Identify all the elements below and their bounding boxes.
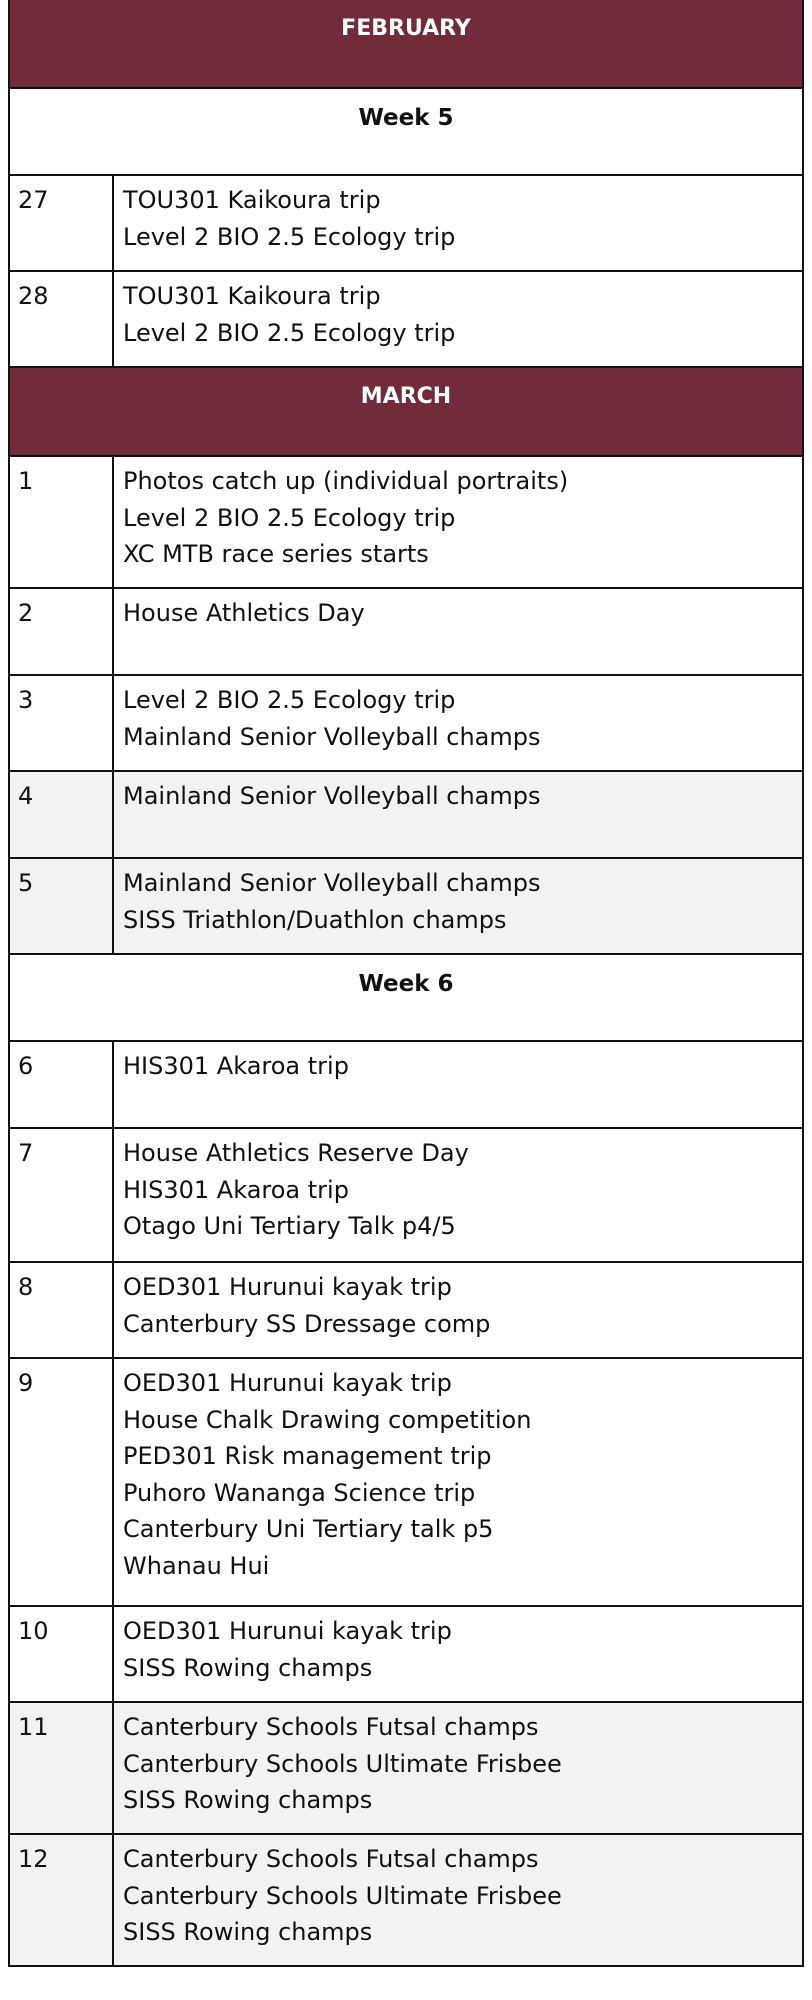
day-row [8, 174, 804, 272]
event-item: House Athletics Reserve Day [123, 1139, 469, 1167]
day-row [8, 770, 804, 859]
day-number: 2 [10, 589, 114, 674]
event-item: HIS301 Akaroa trip [123, 1175, 349, 1204]
event-item: TOU301 Kaikoura trip [123, 282, 381, 310]
event-item: House Athletics Day [123, 599, 365, 627]
event-list [114, 1703, 562, 1833]
event-list [114, 676, 540, 770]
event-item: Canterbury Schools Futsal champs [123, 1845, 539, 1873]
day-number: 7 [10, 1129, 114, 1261]
day-number: 6 [10, 1042, 114, 1127]
day-row [8, 1357, 804, 1607]
event-item: Mainland Senior Volleyball champs [123, 869, 541, 897]
day-number: 4 [10, 772, 114, 857]
event-item: PED301 Risk management trip [123, 1442, 492, 1470]
event-list [114, 272, 455, 366]
event-item: HIS301 Akaroa trip [123, 1052, 349, 1080]
event-item: Canterbury Schools Futsal champs [123, 1713, 539, 1741]
event-list [114, 1835, 562, 1965]
event-list [114, 1129, 469, 1261]
event-list [114, 589, 365, 674]
event-list [114, 859, 540, 953]
month-header: FEBRUARY [8, 0, 804, 89]
event-list [114, 1607, 452, 1701]
event-list [114, 1263, 490, 1357]
event-item: House Chalk Drawing competition [123, 1405, 532, 1434]
day-number: 8 [10, 1263, 114, 1357]
event-item: Level 2 BIO 2.5 Ecology trip [123, 503, 456, 532]
event-item: Canterbury Schools Ultimate Frisbee [123, 1881, 562, 1910]
day-number: 27 [10, 176, 114, 270]
event-item: SISS Rowing champs [123, 1653, 373, 1682]
day-number: 9 [10, 1359, 114, 1605]
event-item: SISS Triathlon/Duathlon champs [123, 905, 507, 934]
event-item: Puhoro Wananga Science trip [123, 1478, 476, 1507]
day-row [8, 1261, 804, 1359]
event-item: Mainland Senior Volleyball champs [123, 782, 541, 810]
day-number: 1 [10, 457, 114, 587]
day-row [8, 455, 804, 589]
day-row [8, 1127, 804, 1263]
day-row [8, 270, 804, 368]
calendar-table [8, 0, 804, 1967]
day-row [8, 674, 804, 772]
day-row [8, 1605, 804, 1703]
day-row [8, 1833, 804, 1967]
event-item: SISS Rowing champs [123, 1918, 373, 1946]
day-number: 12 [10, 1835, 114, 1965]
event-item: OED301 Hurunui kayak trip [123, 1273, 452, 1301]
day-number: 11 [10, 1703, 114, 1833]
event-item: Whanau Hui [123, 1551, 270, 1580]
month-header: MARCH [8, 366, 804, 457]
week-header: Week 5 [8, 87, 804, 176]
event-item: Canterbury Uni Tertiary talk p5 [123, 1515, 494, 1543]
event-item: Photos catch up (individual portraits) [123, 467, 569, 495]
event-item: Level 2 BIO 2.5 Ecology trip [123, 222, 456, 251]
event-item: Canterbury SS Dressage comp [123, 1309, 491, 1338]
event-item: Mainland Senior Volleyball champs [123, 722, 541, 751]
event-item: Level 2 BIO 2.5 Ecology trip [123, 686, 456, 714]
event-item: Level 2 BIO 2.5 Ecology trip [123, 318, 456, 347]
day-row [8, 587, 804, 676]
day-row [8, 1701, 804, 1835]
day-number: 5 [10, 859, 114, 953]
event-item: Otago Uni Tertiary Talk p4/5 [123, 1212, 456, 1240]
day-row [8, 857, 804, 955]
event-list [114, 176, 455, 270]
event-list [114, 1042, 349, 1127]
event-list [114, 1359, 531, 1605]
event-item: XC MTB race series starts [123, 540, 429, 568]
day-number: 3 [10, 676, 114, 770]
day-row [8, 1040, 804, 1129]
event-item: SISS Rowing champs [123, 1786, 373, 1814]
event-list [114, 457, 568, 587]
event-item: OED301 Hurunui kayak trip [123, 1617, 452, 1645]
event-list [114, 772, 540, 857]
week-header: Week 6 [8, 953, 804, 1042]
day-number: 10 [10, 1607, 114, 1701]
event-item: OED301 Hurunui kayak trip [123, 1369, 452, 1397]
event-item: TOU301 Kaikoura trip [123, 186, 381, 214]
day-number: 28 [10, 272, 114, 366]
event-item: Canterbury Schools Ultimate Frisbee [123, 1749, 562, 1778]
